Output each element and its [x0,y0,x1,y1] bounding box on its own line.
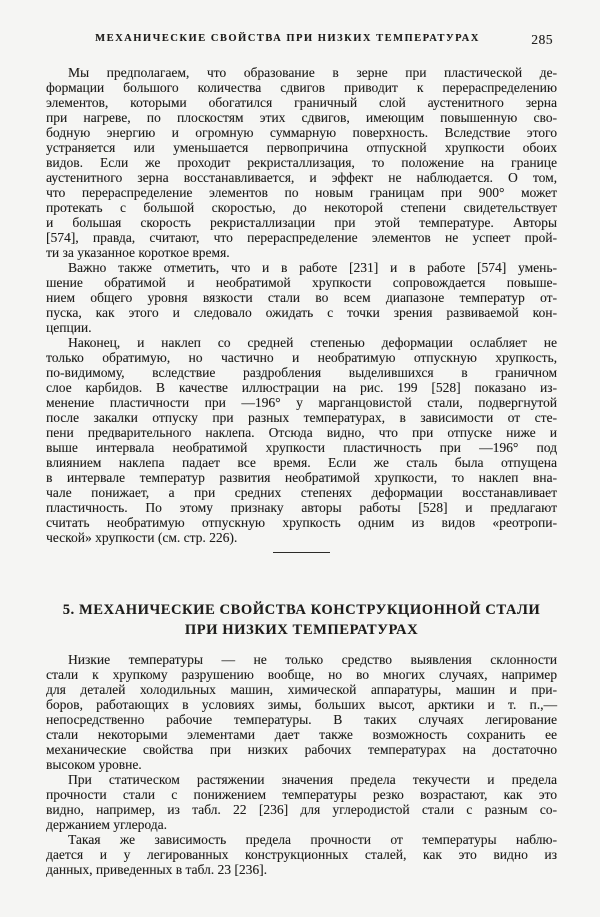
text-line: Такая же зависимость предела прочности от температуры наблю- [68,832,557,847]
text-line: что перераспределение элементов по новым границам при 900° может [46,185,557,200]
text-line: Наконец, и наклеп со средней степенью деформации ослабляет не [68,335,557,350]
text-line: нием общего уровня вязкости стали во всем диапазоне температур от- [46,290,557,305]
text-line: [574], правда, считают, что перераспределение элементов не успеет прой- [46,230,557,245]
text-line: и большая скорость рекристаллизации при этой температуре. Авторы [46,215,557,230]
section-heading-line2: ПРИ НИЗКИХ ТЕМПЕРАТУРАХ [184,622,419,638]
text-line: аустенитного зерна восстанавливается, и эффект не наблюдается. О том, [46,170,557,185]
text-line: в интервале температур развития необратимой хрупкости, то наклеп вна- [46,470,557,485]
paragraph [46,260,557,335]
text-block-lower [46,652,557,877]
text-line: пени предварительного наклепа. Отсюда видно, что при отпуске ниже и [46,425,557,440]
section-heading-line1: 5. МЕХАНИЧЕСКИЕ СВОЙСТВА КОНСТРУКЦИОННОЙ СТАЛИ [62,602,541,618]
text-line: Мы предполагаем, что образование в зерне при пластической де- [68,65,557,80]
text-line: держанием углерода. [46,817,167,832]
text-line: чале понижает, а при средних степенях деформации восстанавливает [46,485,557,500]
text-line: протекать с большой скоростью, до некоторой степени свидетельствует [46,200,557,215]
running-header [46,33,557,47]
text-line: При статическом растяжении значения предела текучести и предела [68,772,557,787]
text-line: непосредственно рабочие температуры. В таких случаях легирование [46,712,557,727]
text-line: бодную энергию и огромную суммарную поверхность. Вследствие этого [46,125,557,140]
section-divider [273,552,330,553]
text-line: слое карбидов. В качестве иллюстрации на рис. 199 [528] показано из- [46,380,557,395]
text-line: считать необратимую отпускную хрупкость одним из видов «реотропи- [46,515,557,530]
paragraph [46,335,557,545]
text-line: высоком уровне. [46,757,142,772]
text-line: боров, работающих в условиях зимы, больших высот, арктики и т. п.,— [46,697,557,712]
text-line: данных, приведенных в табл. 23 [236]. [46,862,268,877]
paragraph [46,832,557,877]
text-line: прочности стали с понижением температуры резко возрастают, как это [46,787,557,802]
text-line: шение обратимой и необратимой хрупкости сопровождается повыше- [46,275,557,290]
text-line: цепции. [46,320,92,335]
text-line: после закалки отпуску при разных температурах, в зависимости от сте- [46,410,557,425]
text-line: только обратимую, но частично и необратимую отпускную хрупкость, [46,350,557,365]
text-line: ческой» хрупкости (см. стр. 226). [46,530,238,545]
section-heading [46,600,557,640]
text-line: видно, например, из табл. 22 [236] для углеродистой стали с разным со- [46,802,557,817]
paragraph [46,772,557,832]
paragraph [46,652,557,772]
text-line: менение пластичности при —196° у марганцовистой стали, подвергнутой [46,395,557,410]
text-line: при нагреве, по плоскостям этих сдвигов, имеющим повышенную сво- [46,110,557,125]
text-line: выше интервала необратимой хрупкости пластичность при —196° под [46,440,557,455]
text-line: по-видимому, вследствие раздробления выделившихся в граничном [46,365,557,380]
text-line: устраняется или уменьшается первопричина отпускной хрупкости обоих [46,140,557,155]
text-block-upper [46,65,557,545]
text-line: для деталей холодильных машин, химической аппаратуры, машин и при- [46,682,557,697]
paragraph [46,65,557,260]
text-line: ти за указанное короткое время. [46,245,230,260]
text-line: Важно также отметить, что и в работе [231] и в работе [574] умень- [68,260,557,275]
text-line: формации большого количества сдвигов приводит к перераспределению [46,80,557,95]
text-line: дается и у легированных конструкционных сталей, как это видно из [46,847,557,862]
text-line: элементов, которыми обогатился граничный слой аустенитного зерна [46,95,557,110]
text-line: пластичность. По этому признаку авторы работы [528] и предлагают [46,500,557,515]
text-line: влиянием наклепа падает все время. Если же сталь была отпущена [46,455,557,470]
text-line: стали некоторыми элементами дает также возможность сохранить ее [46,727,557,742]
text-line: видов. Если же проходит рекристаллизация, то положение на границе [46,155,557,170]
page-number: 285 [531,32,553,47]
text-line: пуска, как этого и следовало ожидать с точки зрения развиваемой кон- [46,305,557,320]
text-line: стали к хрупкому разрушению вообще, но во многих случаях, например [46,667,557,682]
running-title: МЕХАНИЧЕСКИЕ СВОЙСТВА ПРИ НИЗКИХ ТЕМПЕРАТУРАХ [95,33,480,44]
text-line: механические свойства при низких рабочих температурах на достаточно [46,742,557,757]
text-line: Низкие температуры — не только средство выявления склонности [68,652,557,667]
